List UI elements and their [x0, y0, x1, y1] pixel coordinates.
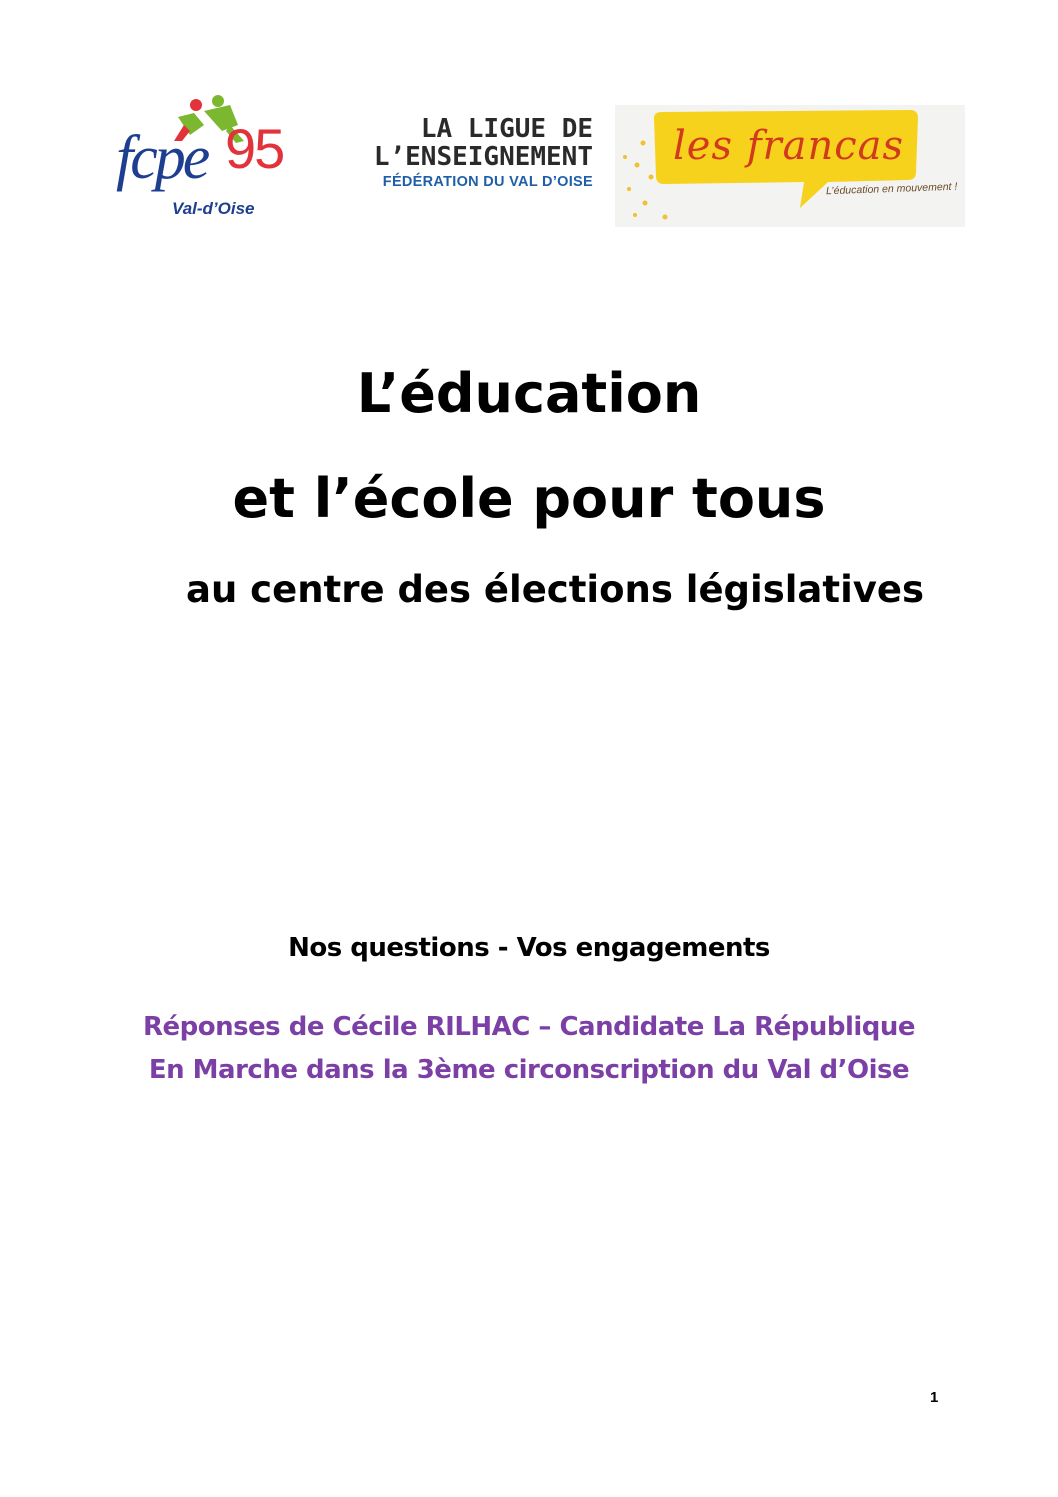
francas-tagline: L’éducation en mouvement !: [825, 180, 958, 198]
answer-line-2: En Marche dans la 3ème circonscription du Val d’Oise: [148, 1055, 910, 1085]
answer-line-1: Réponses de Cécile RILHAC – Candidate La République: [142, 1012, 916, 1042]
questions-heading: Nos questions - Vos engagements: [288, 933, 770, 963]
ligue-line-2: L’ENSEIGNEMENT: [373, 142, 593, 172]
fcpe-wordmark: fcpe: [116, 124, 208, 192]
francas-logo: [615, 105, 965, 227]
ligue-line-1: LA LIGUE DE: [420, 114, 593, 144]
fcpe-region: Val-d’Oise: [172, 199, 255, 218]
title-line-3: au centre des élections législatives: [185, 568, 924, 611]
title-line-2: et l’école pour tous: [232, 467, 826, 530]
francas-wordmark: les francas: [673, 123, 905, 169]
ligue-logo: [338, 115, 593, 195]
fcpe-number: 95: [225, 117, 284, 180]
page-number: 1: [930, 1389, 939, 1406]
ligue-federation: FÉDÉRATION DU VAL D’OISE: [382, 174, 593, 190]
title-line-1: L’éducation: [356, 362, 702, 425]
logo-bar: [110, 95, 970, 230]
fcpe-logo: [110, 95, 310, 225]
